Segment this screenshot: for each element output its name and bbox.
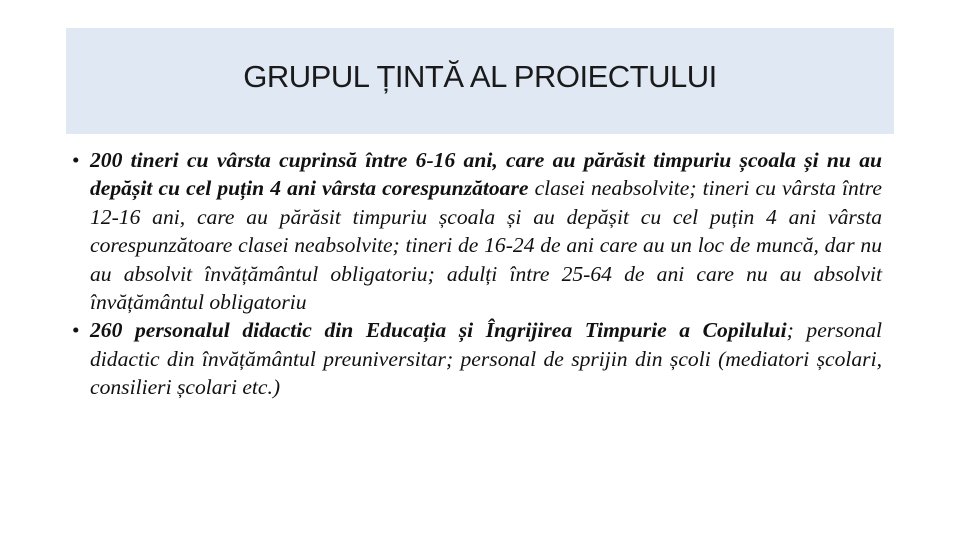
bullet-list xyxy=(72,146,882,402)
title-banner xyxy=(66,28,894,134)
bullet-marker: • xyxy=(72,318,80,343)
bullet-bold-lead: 260 personalul didactic din Educația și Îngrijirea Timpurie a Copilului xyxy=(90,318,787,343)
bullet-text: clasei neabsolvite; tineri cu vârsta între 12-16 ani, care au părăsit timpuriu școala și au depășit cu cel puțin 4 ani vârsta corespunzătoare clasei neabsolvite; tineri de 16-24 de ani care au un loc de muncă, dar nu au absolvit învățământul obligatoriu; adulți între 25-64 de ani care nu au absolvit învățământul obligatoriu xyxy=(90,176,882,315)
bullet-bold-lead: 200 tineri cu vârsta cuprinsă între 6-16 ani, care au părăsit timpuriu școala și nu au depășit cu cel puțin 4 ani vârsta corespunzătoare xyxy=(90,148,882,201)
bullet-item-target-youth xyxy=(72,146,882,316)
slide-title: GRUPUL ȚINTĂ AL PROIECTULUI xyxy=(243,59,717,94)
bullet-text: ; personal didactic din învățământul preuniversitar; personal de sprijin din școli (mediatori școlari, consilieri școlari etc.) xyxy=(90,318,882,400)
bullet-item-teaching-staff xyxy=(72,316,882,401)
bullet-marker: • xyxy=(72,148,80,172)
